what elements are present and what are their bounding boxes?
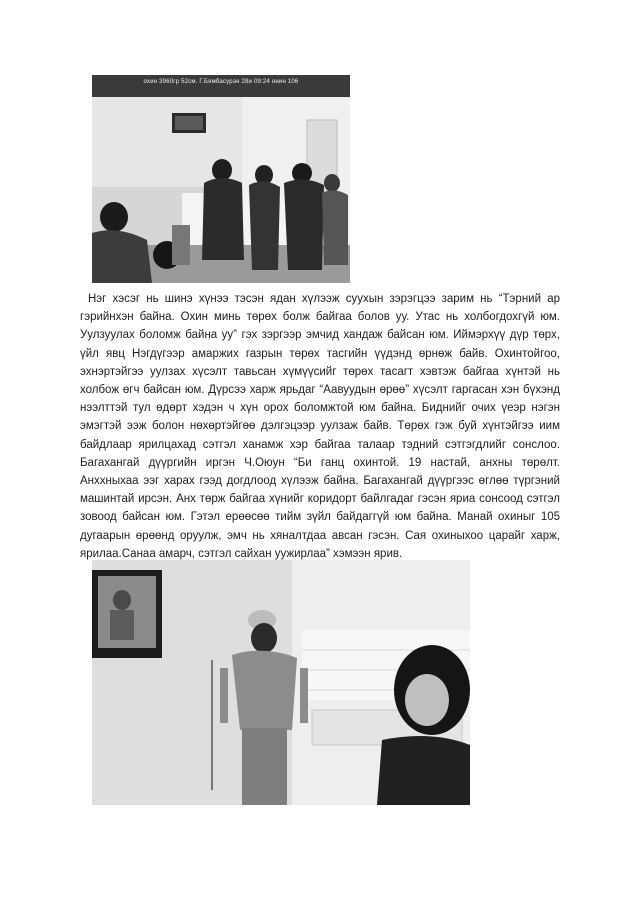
hallway-scene-image [92,75,350,283]
article-paragraph: Нэг хэсэг нь шинэ хүнээ тэсэн ядан хүлээж суухын зэрэгцээ зарим нь “Тэрний ар гэрийнхэн байна. Охин минь төрөх болж байгаа болов уу. Утас нь холбогдохгүй юм. Уулзуулах боломж байна уу” гэх зэргээр эмчид хандаж байсан юм. Иймэрхүү дүр төрх, үйл явц Нэгдүгээр амаржих газрын төрөх тасгийн үүдэнд өрнөж байв. Охинтойгоо, эхнэртэйгээ уулзах хүсэлт тавьсан хүмүүсийг төрөх тасагт хэвтэж байгаа хүнтэй нь холбож өгч байсан юм. Дүрсээ харж ярьдаг “Аавуудын өрөө” хүсэлт гаргасан хэн бүхэнд нээлттэй тул өдөрт хэдэн ч хүн орох боломжтой юм байна. Биднийг очих үеэр нэгэн эмэгтэй ээж болон нөхөртэйгөө дэлгэцээр уулзаж байв. Төрөх гэж буй хүнтэйгээ иим байдлаар ярилцахад сэтгэл ханамж хэр байгаа талаар тэдний сэтгэгдлийг сонслоо. Багахангай дүүргийн иргэн Ч.Оюун “Би ганц охинтой. 19 настай, анхны төрөлт. Анххныхаа ээг харах гээд догдлоод хүлээж байна. Багахангай дүүргээс өглөө түргэний машинтай ирсэн. Анх төрж байгаа хүнийг коридорт байлгадаг гэсэн яриа сонсоод сэтгэл зовоод байсан юм. Гэтэл ерөөсөө тийм зүйл байдаггүй юм байна. Манай охиныг 105 дугаарын өрөөнд оруулж, эмч нь хяналтдаа авсан гэсэн. Сая охиныхоо царайг харж, ярилаа.Санаа амарч, сэтгэл сайхан уужирлаа” хэмээн ярив. [80,293,560,560]
doctor-room-image [92,560,470,805]
top-photo [92,75,350,283]
bottom-photo [92,560,470,805]
photo-overlay-caption: охин 3960гр 52см. Г.Бямбасүрэн 28и 09:24 онин 106 [143,79,299,85]
